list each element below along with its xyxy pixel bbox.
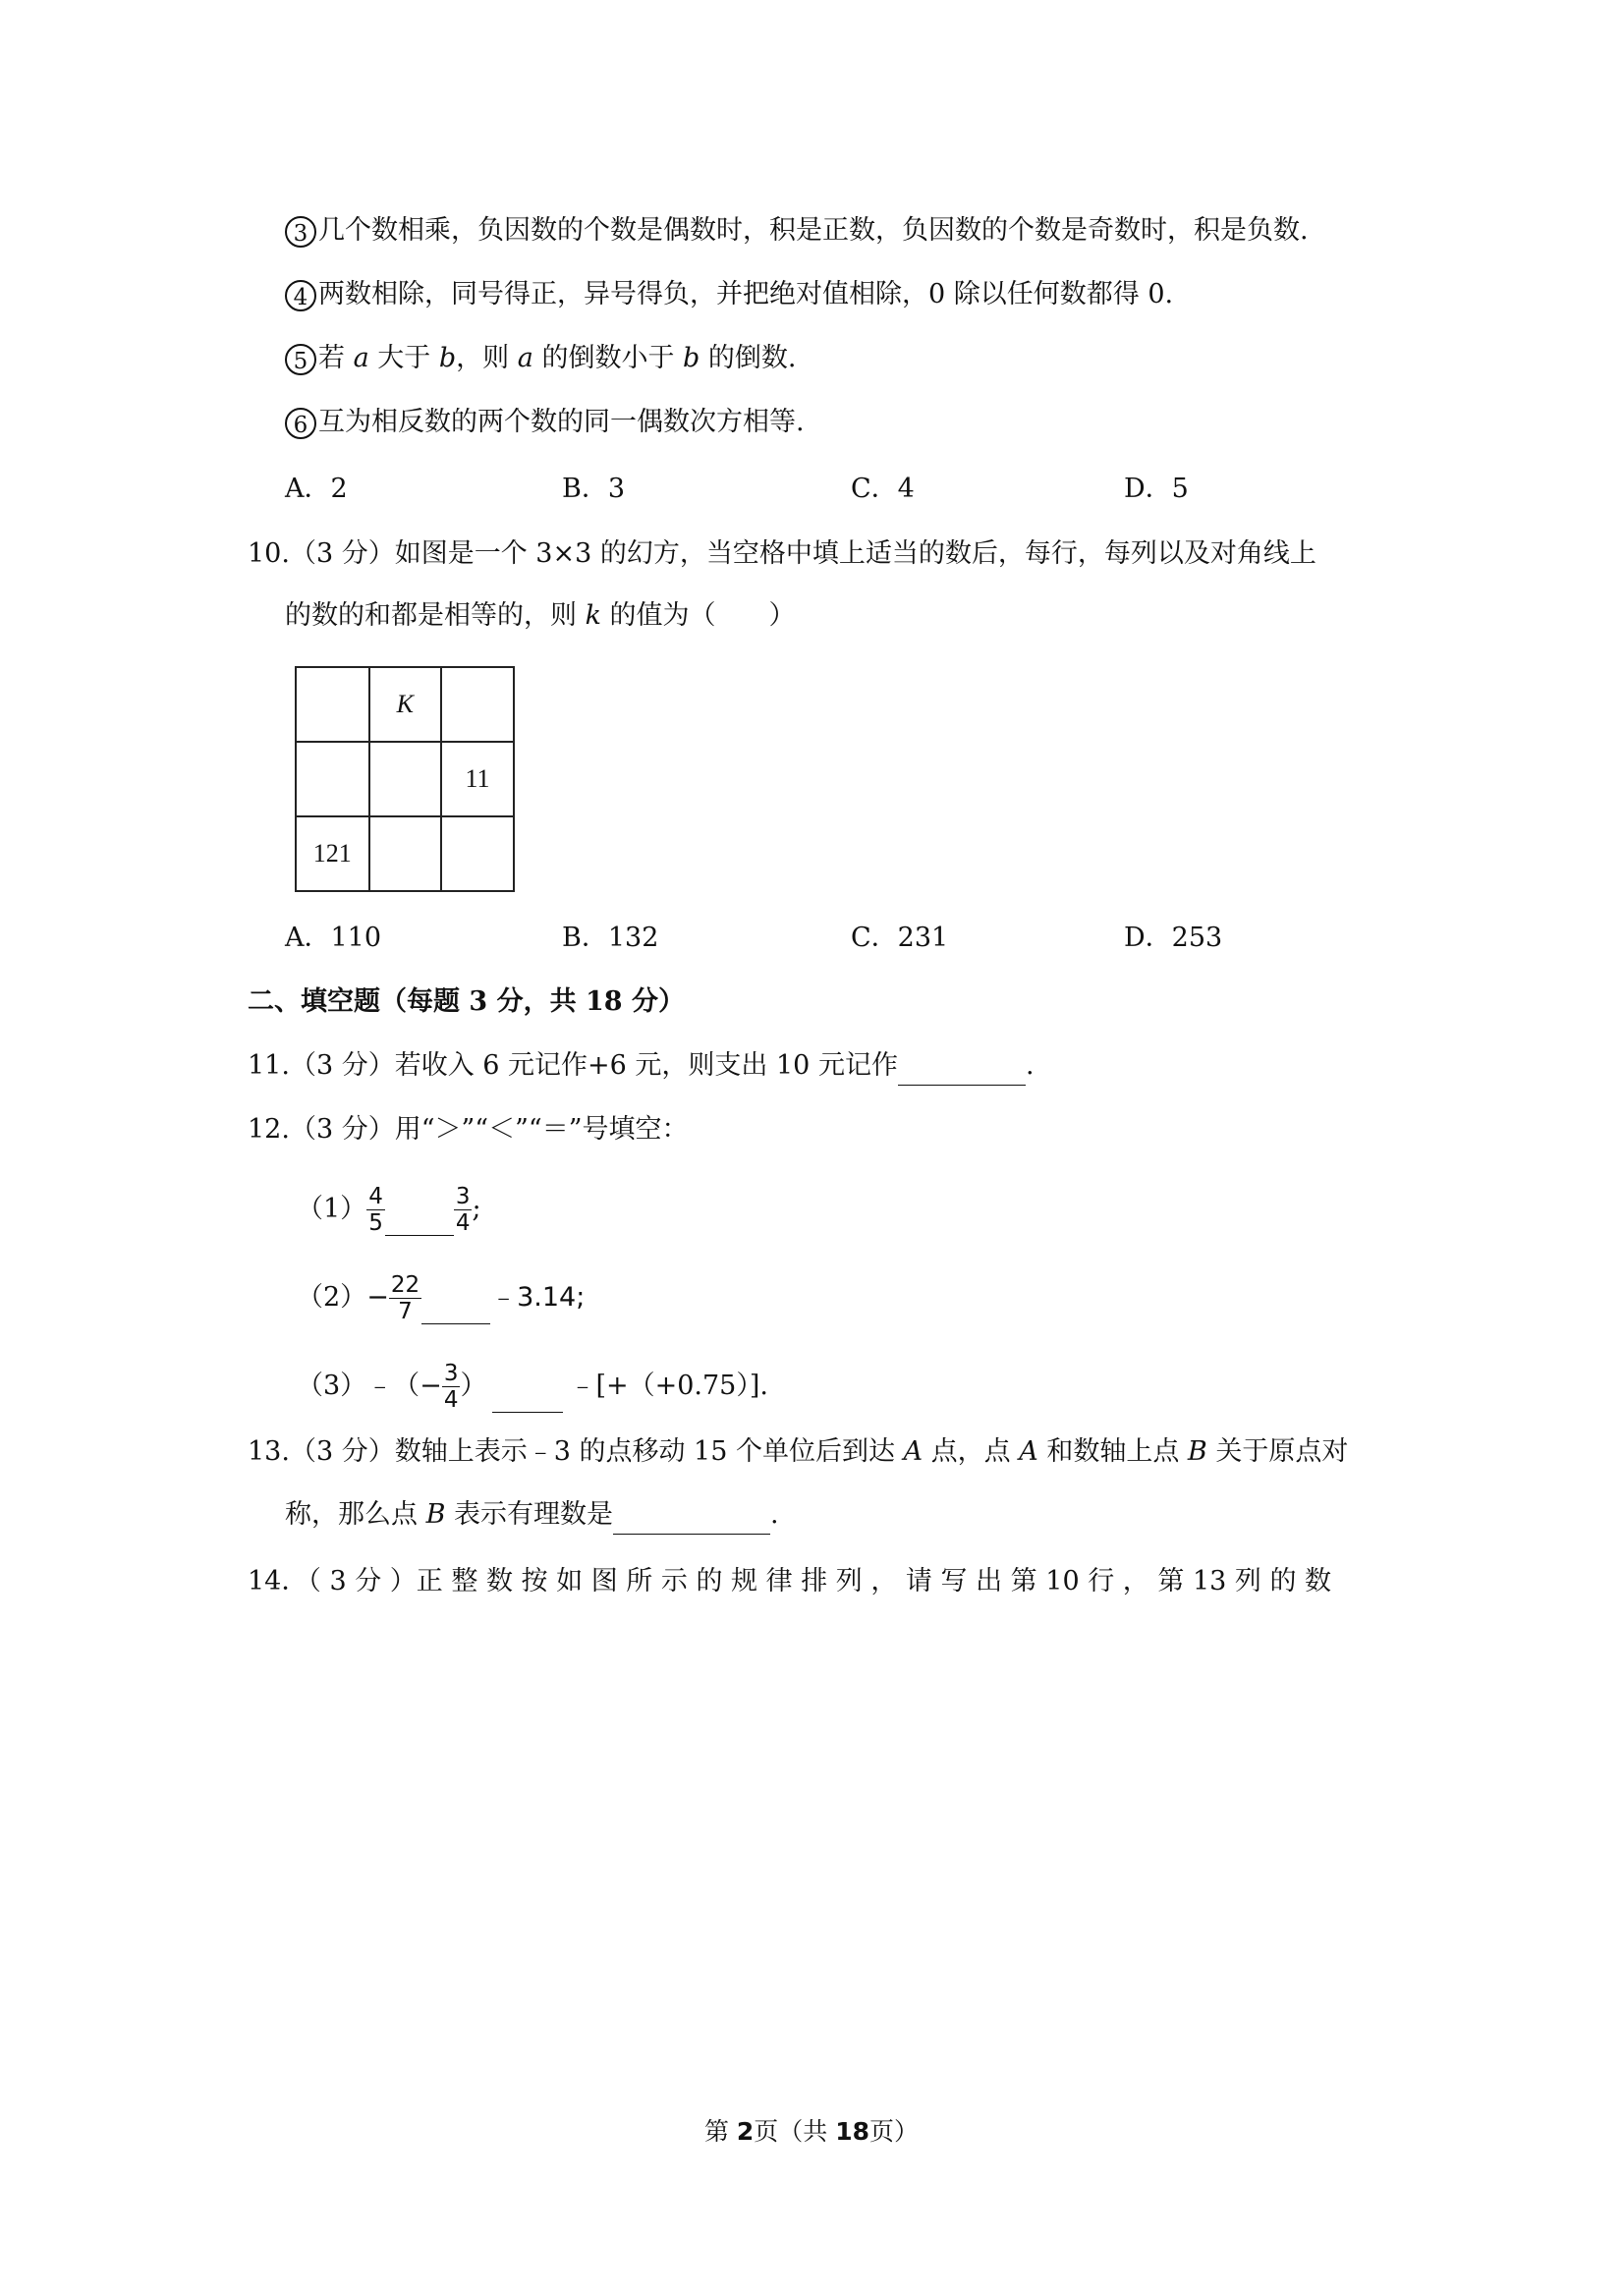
cell-r1c2: K	[369, 667, 442, 742]
statement-4: 4 两数相除，同号得正，异号得负，并把绝对值相除，0 除以任何数都得 0.	[285, 275, 1173, 314]
answer-blank	[421, 1296, 490, 1324]
q9-option-d: D．5	[1124, 474, 1189, 504]
answer-blank	[898, 1057, 1026, 1086]
fraction: $\frac{3}{4}$	[443, 1361, 459, 1413]
cell-r1c1	[296, 667, 369, 742]
cell-r1c3	[441, 667, 514, 742]
answer-blank	[492, 1384, 563, 1413]
fraction: $\frac{4}{5}$	[368, 1184, 383, 1236]
q11: 11.（3 分）若收入 6 元记作+6 元，则支出 10 元记作 .	[248, 1046, 1035, 1086]
statement-3: 3 几个数相乘，负因数的个数是偶数时，积是正数，负因数的个数是奇数时，积是负数.	[285, 211, 1309, 251]
cell-r3c3	[441, 816, 514, 891]
circled-number: 6	[285, 408, 316, 439]
q10-option-a: A．110	[285, 923, 382, 953]
q10-option-b: B．132	[562, 923, 659, 953]
cell-r2c1	[296, 742, 369, 816]
cell-r2c3: 11	[441, 742, 514, 816]
q9-option-b: B．3	[562, 474, 626, 504]
fraction: $\frac{22}{7}$	[390, 1272, 420, 1324]
circled-number: 4	[285, 280, 316, 311]
q13-line2: 称，那么点 B 表示有理数是 .	[285, 1495, 779, 1535]
cell-r3c1: 121	[296, 816, 369, 891]
q10-text-line1: 10.（3 分）如图是一个 3×3 的幻方，当空格中填上适当的数后，每行，每列以及对角线上	[248, 538, 1316, 569]
circled-number: 3	[285, 216, 316, 248]
q9-option-c: C．4	[851, 474, 915, 504]
q10-text-line2: 的数的和都是相等的，则 k 的值为（ ）	[285, 600, 796, 631]
cell-r3c2	[369, 816, 442, 891]
circled-number: 5	[285, 344, 316, 375]
section-heading: 二、填空题（每题 3 分，共 18 分）	[248, 986, 685, 1017]
fraction: $\frac{3}{4}$	[455, 1184, 471, 1236]
q9-option-a: A．2	[285, 474, 348, 504]
q10-option-c: C．231	[851, 923, 949, 953]
page-footer: 第 2页（共 18页）	[703, 2117, 920, 2146]
statement-6: 6 互为相反数的两个数的同一偶数次方相等.	[285, 403, 805, 442]
q12-part1: （1） $\frac{4}{5}$ $\frac{3}{4}$ ;	[297, 1184, 481, 1236]
q14-text: 14．（ 3 分 ）正 整 数 按 如 图 所 示 的 规 律 排 列 ， 请 写 出 第 10 行 ， 第 13 列 的 数	[248, 1566, 1332, 1596]
q12-part2: （2）− $\frac{22}{7}$ ﹣3.14;	[297, 1272, 586, 1324]
q10-option-d: D．253	[1124, 923, 1223, 953]
answer-blank	[385, 1217, 454, 1236]
answer-blank	[613, 1506, 770, 1535]
magic-square	[295, 666, 515, 886]
q12-part3: （3）﹣（− $\frac{3}{4}$ ） ﹣[+（+0.75）].	[297, 1361, 768, 1413]
cell-r2c2	[369, 742, 442, 816]
q13-line1: 13.（3 分）数轴上表示﹣3 的点移动 15 个单位后到达 A 点，点 A 和数轴上点 B 关于原点对	[248, 1436, 1349, 1467]
statement-5: 5 若 a 大于 b，则 a 的倒数小于 b 的倒数.	[285, 339, 797, 378]
q12-text: 12.（3 分）用“＞”“＜”“＝”号填空：	[248, 1114, 689, 1145]
